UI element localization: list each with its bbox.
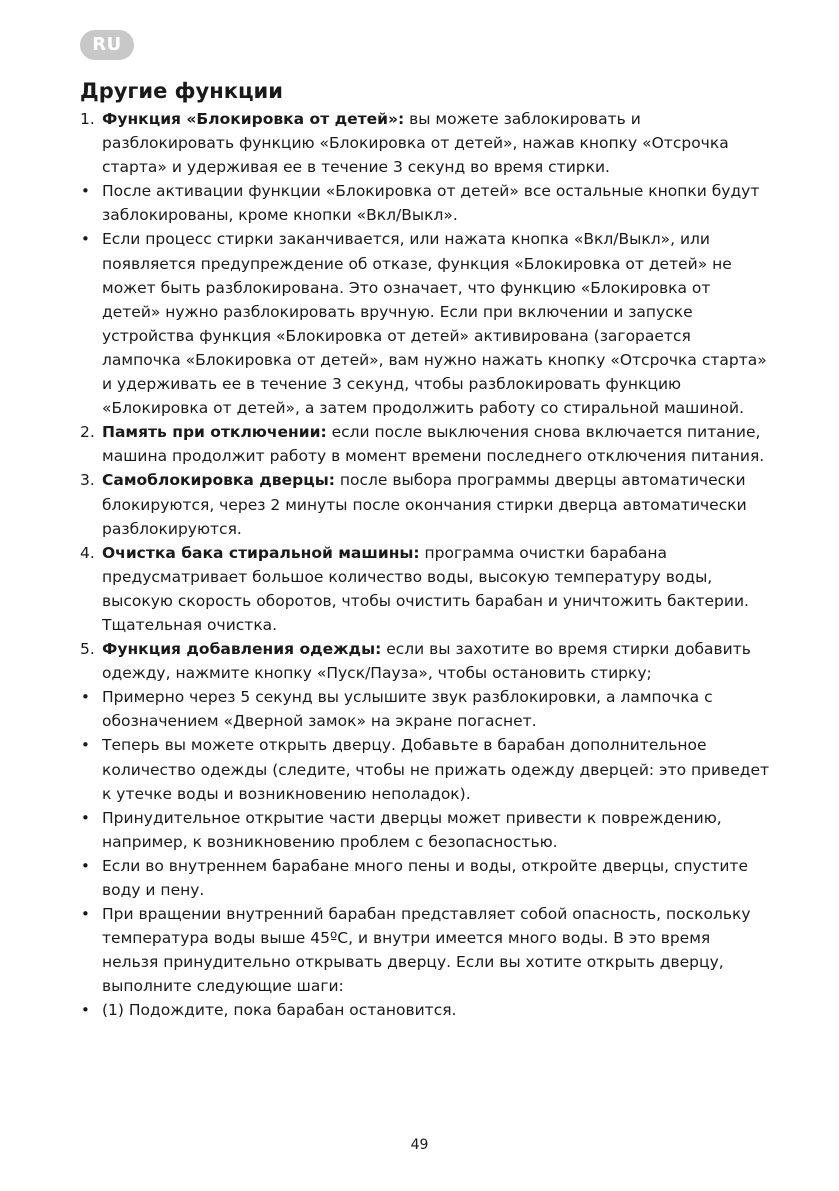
list-item <box>80 733 770 805</box>
list-marker: 3. <box>80 471 95 490</box>
list-marker: 1. <box>80 110 95 128</box>
list-item <box>80 179 770 227</box>
item-text: Теперь вы можете открыть дверцу. Добавьте в барабан дополнительное количество одежды (следите, чтобы не прижать одежду дверцей: это приведет к утечке воды и возникновению неполадок). <box>102 736 770 803</box>
list-marker: 2. <box>80 423 95 442</box>
item-text: Примерно через 5 секунд вы услышите звук разблокировки, а лампочка с обозначением «Дверной замок» на экране погаснет. <box>102 688 713 731</box>
bullet-marker: • <box>81 905 90 924</box>
list-item <box>80 902 770 998</box>
item-lead: Функция «Блокировка от детей»: <box>102 110 405 128</box>
list-item <box>80 420 770 468</box>
list-item <box>80 685 770 733</box>
item-text: После активации функции «Блокировка от детей» все остальные кнопки будут заблокированы, кроме кнопки «Вкл/Выкл». <box>102 182 760 225</box>
functions-list <box>80 107 770 1023</box>
list-item <box>80 468 770 540</box>
item-text: если после выключения снова включается питание, машина продолжит работу в момент времени последнего отключения питания. <box>102 423 765 466</box>
list-item <box>80 227 770 420</box>
bullet-marker: • <box>81 1001 90 1020</box>
list-item <box>80 998 770 1022</box>
item-text: При вращении внутренний барабан представляет собой опасность, поскольку температура воды выше 45ºC, и внутри имеется много воды. В это время нельзя принудительно открывать дверцу. Если вы хотите открыть дверцу, выполните следующие шаги: <box>102 905 751 996</box>
bullet-marker: • <box>81 856 90 875</box>
item-text: (1) Подождите, пока барабан остановится. <box>102 1001 457 1020</box>
list-marker: 4. <box>80 543 95 562</box>
section-title: Другие функции <box>80 79 283 103</box>
bullet-marker: • <box>81 182 90 201</box>
list-marker: 5. <box>80 640 95 659</box>
item-text: программа очистки барабана предусматривает большое количество воды, высокую температуру воды, высокую скорость оборотов, чтобы очистить барабан и уничтожить бактерии. Тщательная очистка. <box>102 543 749 634</box>
item-text: если вы захотите во время стирки добавить одежду, нажмите кнопку «Пуск/Пауза», чтобы остановить стирку; <box>102 640 751 683</box>
list-item <box>80 107 770 179</box>
bullet-marker: • <box>81 736 90 755</box>
item-text: Если процесс стирки заканчивается, или нажата кнопка «Вкл/Выкл», или появляется предупреждение об отказе, функция «Блокировка от детей» не может быть разблокирована. Это означает, что функцию «Блокировка от детей» нужно разблокировать вручную. Если при включении и запуске устройства функция «Блокировка от детей» активирована (загорается лампочка «Блокировка от детей», вам нужно нажать кнопку «Отсрочка старта» и удерживать ее в течение 3 секунд, чтобы разблокировать функцию «Блокировка от детей», а затем продолжить работу со стиральной машиной. <box>102 230 767 418</box>
list-item <box>80 541 770 637</box>
item-text: Принудительное открытие части дверцы может привести к повреждению, например, к возникновению проблем с безопасностью. <box>102 808 722 851</box>
item-lead: Функция добавления одежды: <box>102 640 382 659</box>
item-lead: Самоблокировка дверцы: <box>102 471 335 490</box>
bullet-marker: • <box>81 688 90 707</box>
list-item <box>80 854 770 902</box>
bullet-marker: • <box>81 230 90 249</box>
item-lead: Память при отключении: <box>102 423 327 442</box>
list-item <box>80 806 770 854</box>
bullet-marker: • <box>81 808 90 827</box>
item-text: Если во внутреннем барабане много пены и воды, откройте дверцы, спустите воду и пену. <box>102 856 748 899</box>
language-badge: RU <box>80 30 134 60</box>
list-item <box>80 637 770 685</box>
page-number: 49 <box>410 1137 429 1153</box>
item-lead: Очистка бака стиральной машины: <box>102 543 420 562</box>
item-text: вы можете заблокировать и разблокировать функцию «Блокировка от детей», нажав кнопку «Отсрочка старта» и удерживая ее в течение 3 секунд во время стирки. <box>102 110 729 177</box>
item-text: после выбора программы дверцы автоматически блокируются, через 2 минуты после окончания стирки дверца автоматически разблокируются. <box>102 471 747 538</box>
